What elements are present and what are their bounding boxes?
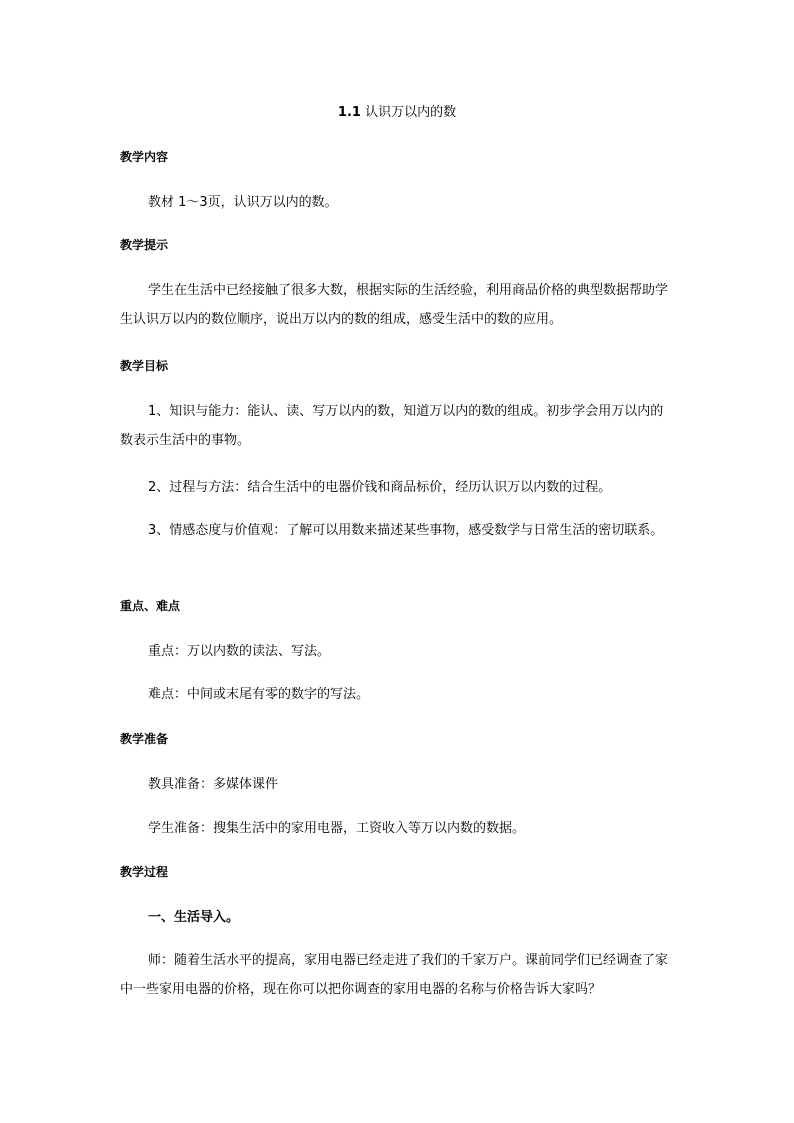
title-text: 认识万以内的数 [365, 105, 457, 120]
heading-teaching-content: 教学内容 [120, 150, 169, 164]
paragraph-teaching-hint: 学生在生活中已经接触了很多大数，根据实际的生活经验，利用商品价格的典型数据帮助学生认识万以内的数位顺序，说出万以内的数的组成，感受生活中的数的应用。 [120, 283, 669, 327]
document-title [0, 104, 794, 122]
paragraph-teaching-content: 教材 1～3页，认识万以内的数。 [148, 195, 338, 210]
paragraph-goal-2: 2、过程与方法：结合生活中的电器价钱和商品标价，经历认识万以内数的过程。 [148, 480, 612, 495]
paragraph-goal-1: 1、知识与能力：能认、读、写万以内的数，知道万以内的数的组成。初步学会用万以内的数表示生活中的事物。 [120, 404, 664, 448]
paragraph-step-1: 一、生活导入。 [148, 910, 240, 925]
heading-teaching-goals: 教学目标 [120, 359, 169, 373]
heading-teaching-hint: 教学提示 [120, 238, 169, 252]
paragraph-teacher-prep: 教具准备：多媒体课件 [148, 777, 279, 792]
paragraph-key-point: 重点：万以内数的读法、写法。 [148, 644, 331, 659]
heading-teaching-process: 教学过程 [120, 865, 169, 879]
paragraph-teacher-dialog: 师：随着生活水平的提高，家用电器已经走进了我们的千家万户。课前同学们已经调查了家中一些家用电器的价格，现在你可以把你调查的家用电器的名称与价格告诉大家吗？ [120, 953, 669, 997]
heading-teaching-prep: 教学准备 [120, 732, 169, 746]
paragraph-difficult-point: 难点：中间或末尾有零的数字的写法。 [148, 687, 370, 702]
heading-key-difficult-points: 重点、难点 [120, 599, 181, 613]
paragraph-student-prep: 学生准备：搜集生活中的家用电器，工资收入等万以内数的数据。 [148, 821, 526, 836]
title-number: 1.1 [337, 105, 361, 120]
paragraph-goal-3: 3、情感态度与价值观：了解可以用数来描述某些事物，感受数学与日常生活的密切联系。 [148, 523, 664, 538]
